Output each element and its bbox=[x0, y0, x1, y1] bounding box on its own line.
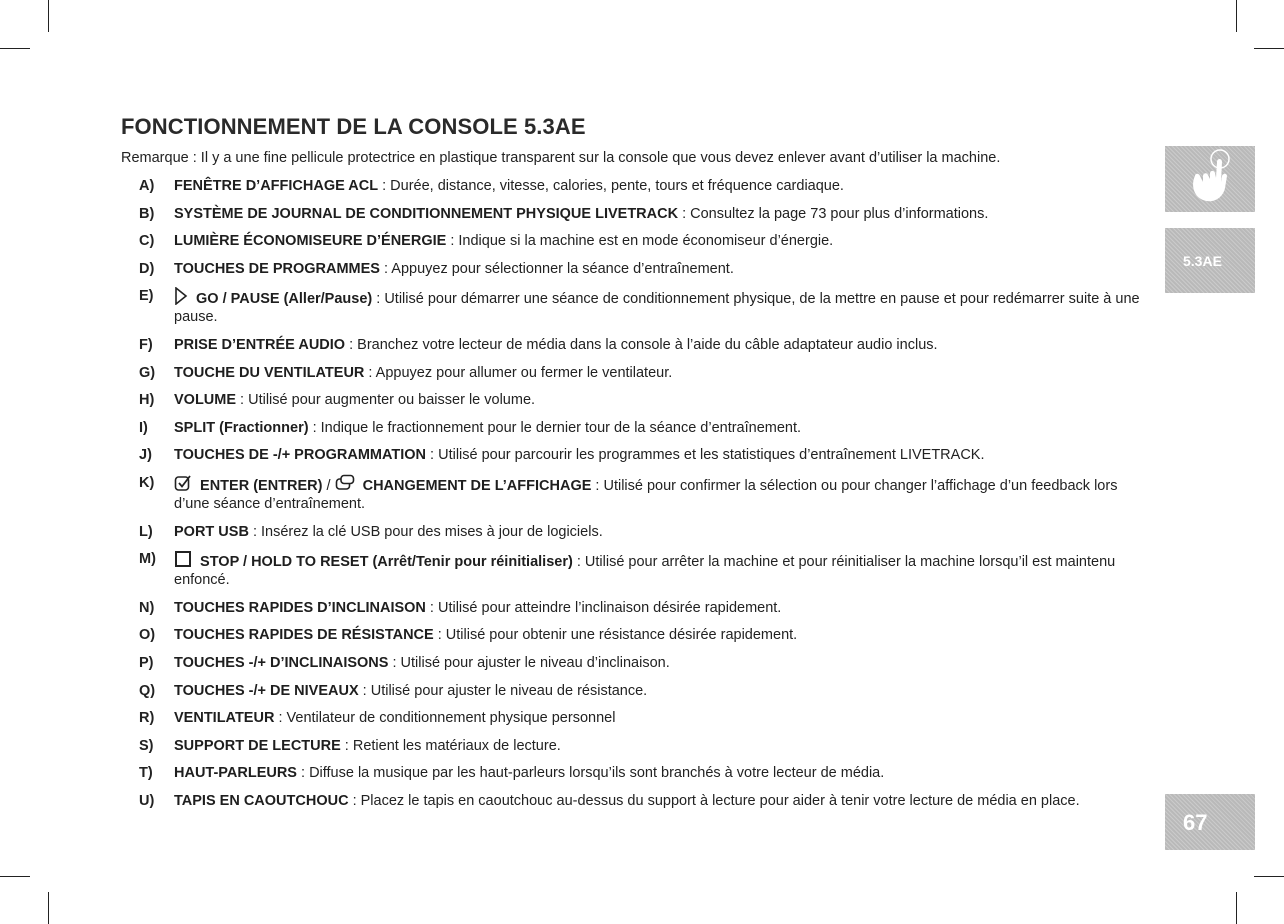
list-item bbox=[121, 599, 1141, 617]
list-item bbox=[121, 709, 1141, 727]
item-desc: : Placez le tapis en caoutchouc au-dessus du support à lecture pour aider à tenir votre lecture de média en place. bbox=[348, 792, 1080, 809]
feature-list bbox=[121, 177, 1141, 819]
item-term: PRISE D’ENTRÉE AUDIO bbox=[174, 336, 346, 353]
list-item bbox=[121, 336, 1141, 354]
list-item bbox=[121, 205, 1141, 223]
list-item bbox=[121, 287, 1141, 326]
item-term: SUPPORT DE LECTURE bbox=[174, 737, 341, 754]
item-desc: : Utilisé pour obtenir une résistance désirée rapidement. bbox=[433, 627, 798, 644]
item-separator: / bbox=[322, 477, 335, 494]
stop-square-icon bbox=[174, 550, 192, 568]
item-term: TOUCHES DE -/+ PROGRAMMATION bbox=[174, 447, 427, 464]
item-term: GO / PAUSE (Aller/Pause) bbox=[196, 291, 373, 308]
item-desc: : Utilisé pour augmenter ou baisser le volume. bbox=[236, 392, 536, 409]
remark-note: Remarque : Il y a une fine pellicule protectrice en plastique transparent sur la console que vous devez enlever avant d’utiliser la machine. bbox=[121, 150, 1001, 166]
item-desc: : Utilisé pour ajuster le niveau de résistance. bbox=[358, 682, 648, 699]
item-letter: H) bbox=[139, 392, 155, 409]
item-term: STOP / HOLD TO RESET (Arrêt/Tenir pour réinitialiser) bbox=[200, 554, 573, 571]
item-term: SYSTÈME DE JOURNAL DE CONDITIONNEMENT PHYSIQUE LIVETRACK bbox=[174, 205, 679, 222]
list-item bbox=[121, 654, 1141, 672]
item-term: ENTER (ENTRER) bbox=[200, 477, 323, 494]
item-letter: B) bbox=[139, 205, 155, 222]
item-letter: I) bbox=[139, 419, 148, 436]
item-letter: P) bbox=[139, 654, 154, 671]
item-letter: F) bbox=[139, 336, 153, 353]
list-item bbox=[121, 419, 1141, 437]
crop-mark bbox=[1254, 48, 1284, 49]
list-item bbox=[121, 792, 1141, 810]
item-letter: E) bbox=[139, 288, 154, 305]
item-term: SPLIT (Fractionner) bbox=[174, 419, 309, 436]
item-letter: R) bbox=[139, 710, 155, 727]
section-tab-model bbox=[1165, 228, 1255, 293]
hand-pointer-icon bbox=[1165, 146, 1255, 212]
model-label: 5.3AE bbox=[1183, 253, 1222, 269]
item-desc: : Diffuse la musique par les haut-parleurs lorsqu’ils sont branchés à votre lecteur de média. bbox=[296, 765, 885, 782]
item-desc: : Appuyez pour sélectionner la séance d’entraînement. bbox=[379, 260, 734, 277]
item-term: VENTILATEUR bbox=[174, 710, 275, 727]
item-desc: : Indique le fractionnement pour le dernier tour de la séance d’entraînement. bbox=[308, 419, 802, 436]
item-letter: L) bbox=[139, 523, 153, 540]
crop-mark bbox=[0, 48, 30, 49]
item-letter: Q) bbox=[139, 682, 156, 699]
item-term-secondary: CHANGEMENT DE L’AFFICHAGE bbox=[362, 477, 592, 494]
item-desc: : Utilisé pour atteindre l’inclinaison désirée rapidement. bbox=[425, 599, 782, 616]
item-term: LUMIÈRE ÉCONOMISEURE D’ÉNERGIE bbox=[174, 233, 447, 250]
list-item bbox=[121, 260, 1141, 278]
list-item bbox=[121, 364, 1141, 382]
crop-mark bbox=[48, 892, 49, 924]
checkbox-check-icon bbox=[174, 474, 192, 492]
list-item bbox=[121, 764, 1141, 782]
crop-mark bbox=[0, 876, 30, 877]
item-desc: : Ventilateur de conditionnement physique personnel bbox=[274, 710, 616, 727]
display-change-icon bbox=[335, 474, 355, 492]
item-letter: A) bbox=[139, 178, 155, 194]
item-desc: : Utilisé pour confirmer la sélection ou pour changer l’affichage d’un feedback lors d’une séance d’entraînement. bbox=[174, 477, 1118, 512]
item-desc: : Branchez votre lecteur de média dans la console à l’aide du câble adaptateur audio inclus. bbox=[345, 336, 938, 353]
item-letter: D) bbox=[139, 260, 155, 277]
item-term: VOLUME bbox=[174, 392, 237, 409]
list-item bbox=[121, 177, 1141, 195]
item-desc: : Utilisé pour parcourir les programmes et les statistiques d’entraînement LIVETRACK. bbox=[426, 447, 985, 464]
list-item bbox=[121, 391, 1141, 409]
item-desc: : Utilisé pour arrêter la machine et pour réinitialiser la machine lorsqu’il est maintenu enfoncé. bbox=[174, 554, 1116, 589]
crop-mark bbox=[1254, 876, 1284, 877]
list-item bbox=[121, 682, 1141, 700]
item-desc: : Utilisé pour ajuster le niveau d’inclinaison. bbox=[388, 654, 670, 671]
item-desc: : Indique si la machine est en mode économiseur d’énergie. bbox=[446, 233, 834, 250]
list-item bbox=[121, 232, 1141, 250]
crop-mark bbox=[1236, 892, 1237, 924]
item-desc: : Utilisé pour démarrer une séance de conditionnement physique, de la mettre en pause et pour redémarrer suite à une pause. bbox=[174, 291, 1140, 326]
item-desc: : Consultez la page 73 pour plus d’informations. bbox=[678, 205, 989, 222]
item-letter: N) bbox=[139, 599, 155, 616]
item-desc: : Appuyez pour allumer ou fermer le ventilateur. bbox=[364, 364, 673, 381]
page-number-tab bbox=[1165, 794, 1255, 850]
list-item bbox=[121, 474, 1141, 513]
item-term: TOUCHE DU VENTILATEUR bbox=[174, 364, 365, 381]
item-letter: G) bbox=[139, 364, 156, 381]
list-item bbox=[121, 446, 1141, 464]
item-letter: K) bbox=[139, 474, 155, 491]
section-tab-icon bbox=[1165, 146, 1255, 212]
item-letter: J) bbox=[139, 447, 152, 464]
item-term: TOUCHES DE PROGRAMMES bbox=[174, 260, 380, 277]
item-term: FENÊTRE D’AFFICHAGE ACL bbox=[174, 178, 379, 194]
item-term: TOUCHES -/+ DE NIVEAUX bbox=[174, 682, 359, 699]
item-letter: T) bbox=[139, 765, 153, 782]
item-desc: : Insérez la clé USB pour des mises à jour de logiciels. bbox=[248, 523, 603, 540]
play-triangle-icon bbox=[174, 287, 188, 305]
item-letter: O) bbox=[139, 627, 156, 644]
item-letter: S) bbox=[139, 737, 154, 754]
item-letter: M) bbox=[139, 551, 156, 568]
item-letter: C) bbox=[139, 233, 155, 250]
item-desc: : Durée, distance, vitesse, calories, pente, tours et fréquence cardiaque. bbox=[378, 178, 844, 194]
crop-mark bbox=[48, 0, 49, 32]
item-term: HAUT-PARLEURS bbox=[174, 765, 297, 782]
list-item bbox=[121, 626, 1141, 644]
page-number: 67 bbox=[1183, 810, 1208, 835]
item-term: PORT USB bbox=[174, 523, 249, 540]
item-term: TOUCHES -/+ D’INCLINAISONS bbox=[174, 654, 389, 671]
item-desc: : Retient les matériaux de lecture. bbox=[340, 737, 561, 754]
item-term: TOUCHES RAPIDES D’INCLINAISON bbox=[174, 599, 426, 616]
crop-mark bbox=[1236, 0, 1237, 32]
item-letter: U) bbox=[139, 792, 155, 809]
list-item bbox=[121, 737, 1141, 755]
item-term: TAPIS EN CAOUTCHOUC bbox=[174, 792, 349, 809]
list-item bbox=[121, 523, 1141, 541]
page-title: FONCTIONNEMENT DE LA CONSOLE 5.3AE bbox=[121, 114, 586, 139]
list-item bbox=[121, 550, 1141, 589]
item-term: TOUCHES RAPIDES DE RÉSISTANCE bbox=[174, 627, 434, 644]
